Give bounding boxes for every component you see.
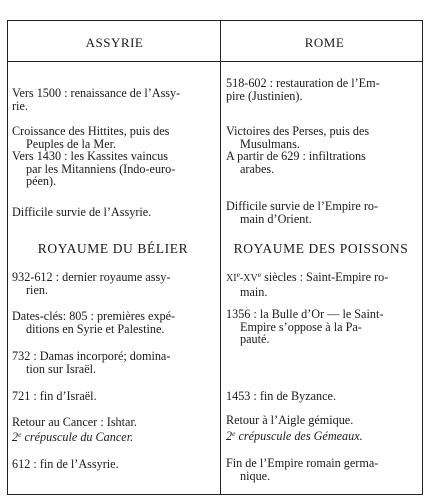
list-item: 932-612 : dernier royaume assy- rien. [12,270,171,297]
list-item: Difficile survie de l’Assyrie. [12,205,152,219]
list-item: 518-602 : restauration de l’Em- pire (Justinien). [226,76,380,103]
list-item: A partir de 629 : infiltrations arabes. [226,149,366,176]
list-item: 612 : fin de l’Assyrie. [12,457,119,471]
header-rome: ROME [304,35,345,50]
list-item: 732 : Damas incorporé; domina- tion sur Israël. [12,349,171,376]
table-frame [7,20,423,495]
list-item: Difficile survie de l’Empire ro- main d’Orient. [226,199,379,226]
list-item: Vers 1500 : renaissance de l’Assy- rie. [12,86,181,113]
column-divider [220,21,221,494]
list-item: Vers 1430 : les Kassites vaincus par les Mitanniens (Indo-euro- péen). [12,149,176,188]
list-item: 2e crépuscule du Cancer. [12,430,134,444]
list-item: 1356 : la Bulle d’Or — le Saint- Empire s’oppose à la Pa- pauté. [226,307,384,346]
kingdom-title: ROYAUME DES POISSONS [233,241,409,256]
list-item: Dates-clés: 805 : premières expé- ditions en Syrie et Palestine. [12,309,176,336]
list-item: Retour au Cancer : Ishtar. [12,415,137,429]
kingdom-title: ROYAUME DU BÉLIER [37,241,189,256]
list-item: Retour à l’Aigle gémique. [226,413,354,427]
list-item: 721 : fin d’Israël. [12,389,97,403]
list-item: XIe-XVe siècles : Saint-Empire ro- main. [226,270,389,299]
list-item: Fin de l’Empire romain germa- nique. [226,456,379,483]
list-item: Victoires des Perses, puis des Musulmans. [226,124,370,151]
header-assyrie: ASSYRIE [85,35,144,50]
list-item: Croissance des Hittites, puis des Peuples de la Mer. [12,124,170,151]
header-divider [8,61,422,62]
list-item: 2e crépuscule des Gémeaux. [226,429,363,443]
list-item: 1453 : fin de Byzance. [226,389,336,403]
